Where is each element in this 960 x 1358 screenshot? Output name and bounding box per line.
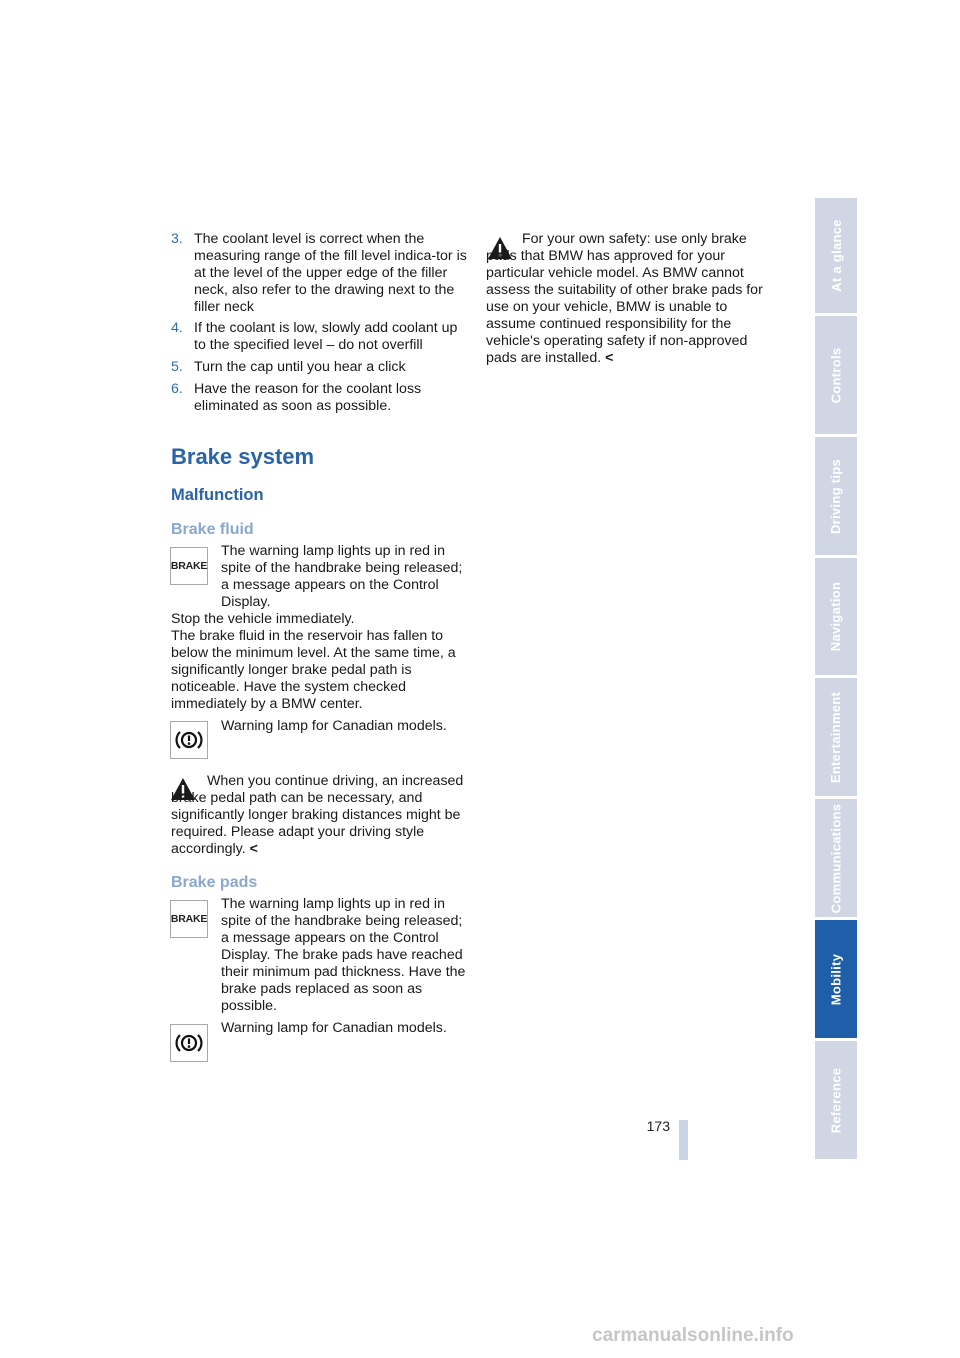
tab-label: Reference xyxy=(828,1067,844,1133)
brake-pads-body: The warning lamp lights up in red in spite of the handbrake being released; a message appears on the Control Display. The brake pads have reached their minimum pad thickness. Have the brake pads replaced as soon as possible. xyxy=(221,896,466,1014)
brake-pads-heading: Brake pads xyxy=(171,874,258,891)
brake-fluid-text xyxy=(171,543,467,713)
tab-navigation[interactable] xyxy=(815,558,857,675)
step-number: 3. xyxy=(171,231,183,247)
tab-entertainment[interactable] xyxy=(815,678,857,796)
step-text: If the coolant is low, slowly add coolant up to the specified level – do not overfill xyxy=(194,320,458,353)
step-text: The coolant level is correct when the measuring range of the fill level indica-tor is at the level of the upper edge of the filler neck, also refer to the drawing next to the filler neck xyxy=(194,231,467,315)
step-4 xyxy=(171,320,471,354)
tab-label: Entertainment xyxy=(828,691,844,783)
brake-fluid-detail: The brake fluid in the reservoir has fallen to below the minimum level. At the same time, a significantly longer brake pedal path is noticeable. Have the system checked immediately by a BMW center. xyxy=(171,628,456,712)
step-text: Have the reason for the coolant loss eliminated as soon as possible. xyxy=(194,381,422,414)
step-3 xyxy=(171,231,471,316)
safety-note-text: For your own safety: use only brake pads that BMW has approved for your particular vehicle model. As BMW cannot assess the suitability of other brake pads for use on your vehicle, BMW is unable to assume continued responsibility for the vehicle's operating safety if non-approved pads are installed. xyxy=(486,231,763,366)
tab-driving-tips[interactable] xyxy=(815,437,857,555)
brake-fluid-warning xyxy=(171,773,467,858)
section-title: Brake system xyxy=(171,444,315,469)
tab-at-a-glance[interactable] xyxy=(815,198,857,313)
page-number-bar xyxy=(679,1120,688,1160)
end-mark: < xyxy=(605,350,614,366)
step-number: 6. xyxy=(171,381,183,397)
tab-label: Driving tips xyxy=(828,458,844,534)
step-number: 5. xyxy=(171,359,183,375)
tab-reference[interactable] xyxy=(815,1041,857,1159)
watermark: carmanualsonline.info xyxy=(592,1325,794,1346)
tab-label: Mobility xyxy=(828,953,844,1005)
step-number: 4. xyxy=(171,320,183,336)
step-5 xyxy=(171,359,471,376)
tab-label: Navigation xyxy=(828,581,844,652)
page-number: 173 xyxy=(646,1118,670,1134)
tab-mobility[interactable] xyxy=(815,920,857,1038)
brake-lamp-label: BRAKE xyxy=(170,913,208,925)
brake-fluid-intro: The warning lamp lights up in red in spite of the handbrake being released; a message appears on the Control Display. xyxy=(221,543,463,610)
end-mark: < xyxy=(249,841,258,857)
tab-controls[interactable] xyxy=(815,316,857,434)
safety-note xyxy=(486,231,780,367)
tab-label: Controls xyxy=(828,347,844,403)
tab-label: Communications xyxy=(828,803,844,913)
brake-pads-text xyxy=(171,896,467,1015)
warning-text: When you continue driving, an increased brake pedal path can be necessary, and significantly longer braking distances might be required. Please adapt your driving style accordingly. xyxy=(171,773,464,857)
brake-fluid-canadian xyxy=(171,718,467,735)
tab-communications[interactable] xyxy=(815,799,857,917)
brake-pads-canadian xyxy=(171,1020,467,1037)
brake-lamp-label: BRAKE xyxy=(170,560,208,572)
canadian-note: Warning lamp for Canadian models. xyxy=(221,1020,447,1036)
step-text: Turn the cap until you hear a click xyxy=(194,359,406,375)
brake-fluid-heading: Brake fluid xyxy=(171,521,254,538)
brake-fluid-stop: Stop the vehicle immediately. xyxy=(171,611,355,627)
tab-label: At a glance xyxy=(828,219,844,292)
canadian-note: Warning lamp for Canadian models. xyxy=(221,718,447,734)
step-6 xyxy=(171,381,471,415)
subsection-title: Malfunction xyxy=(171,486,264,504)
